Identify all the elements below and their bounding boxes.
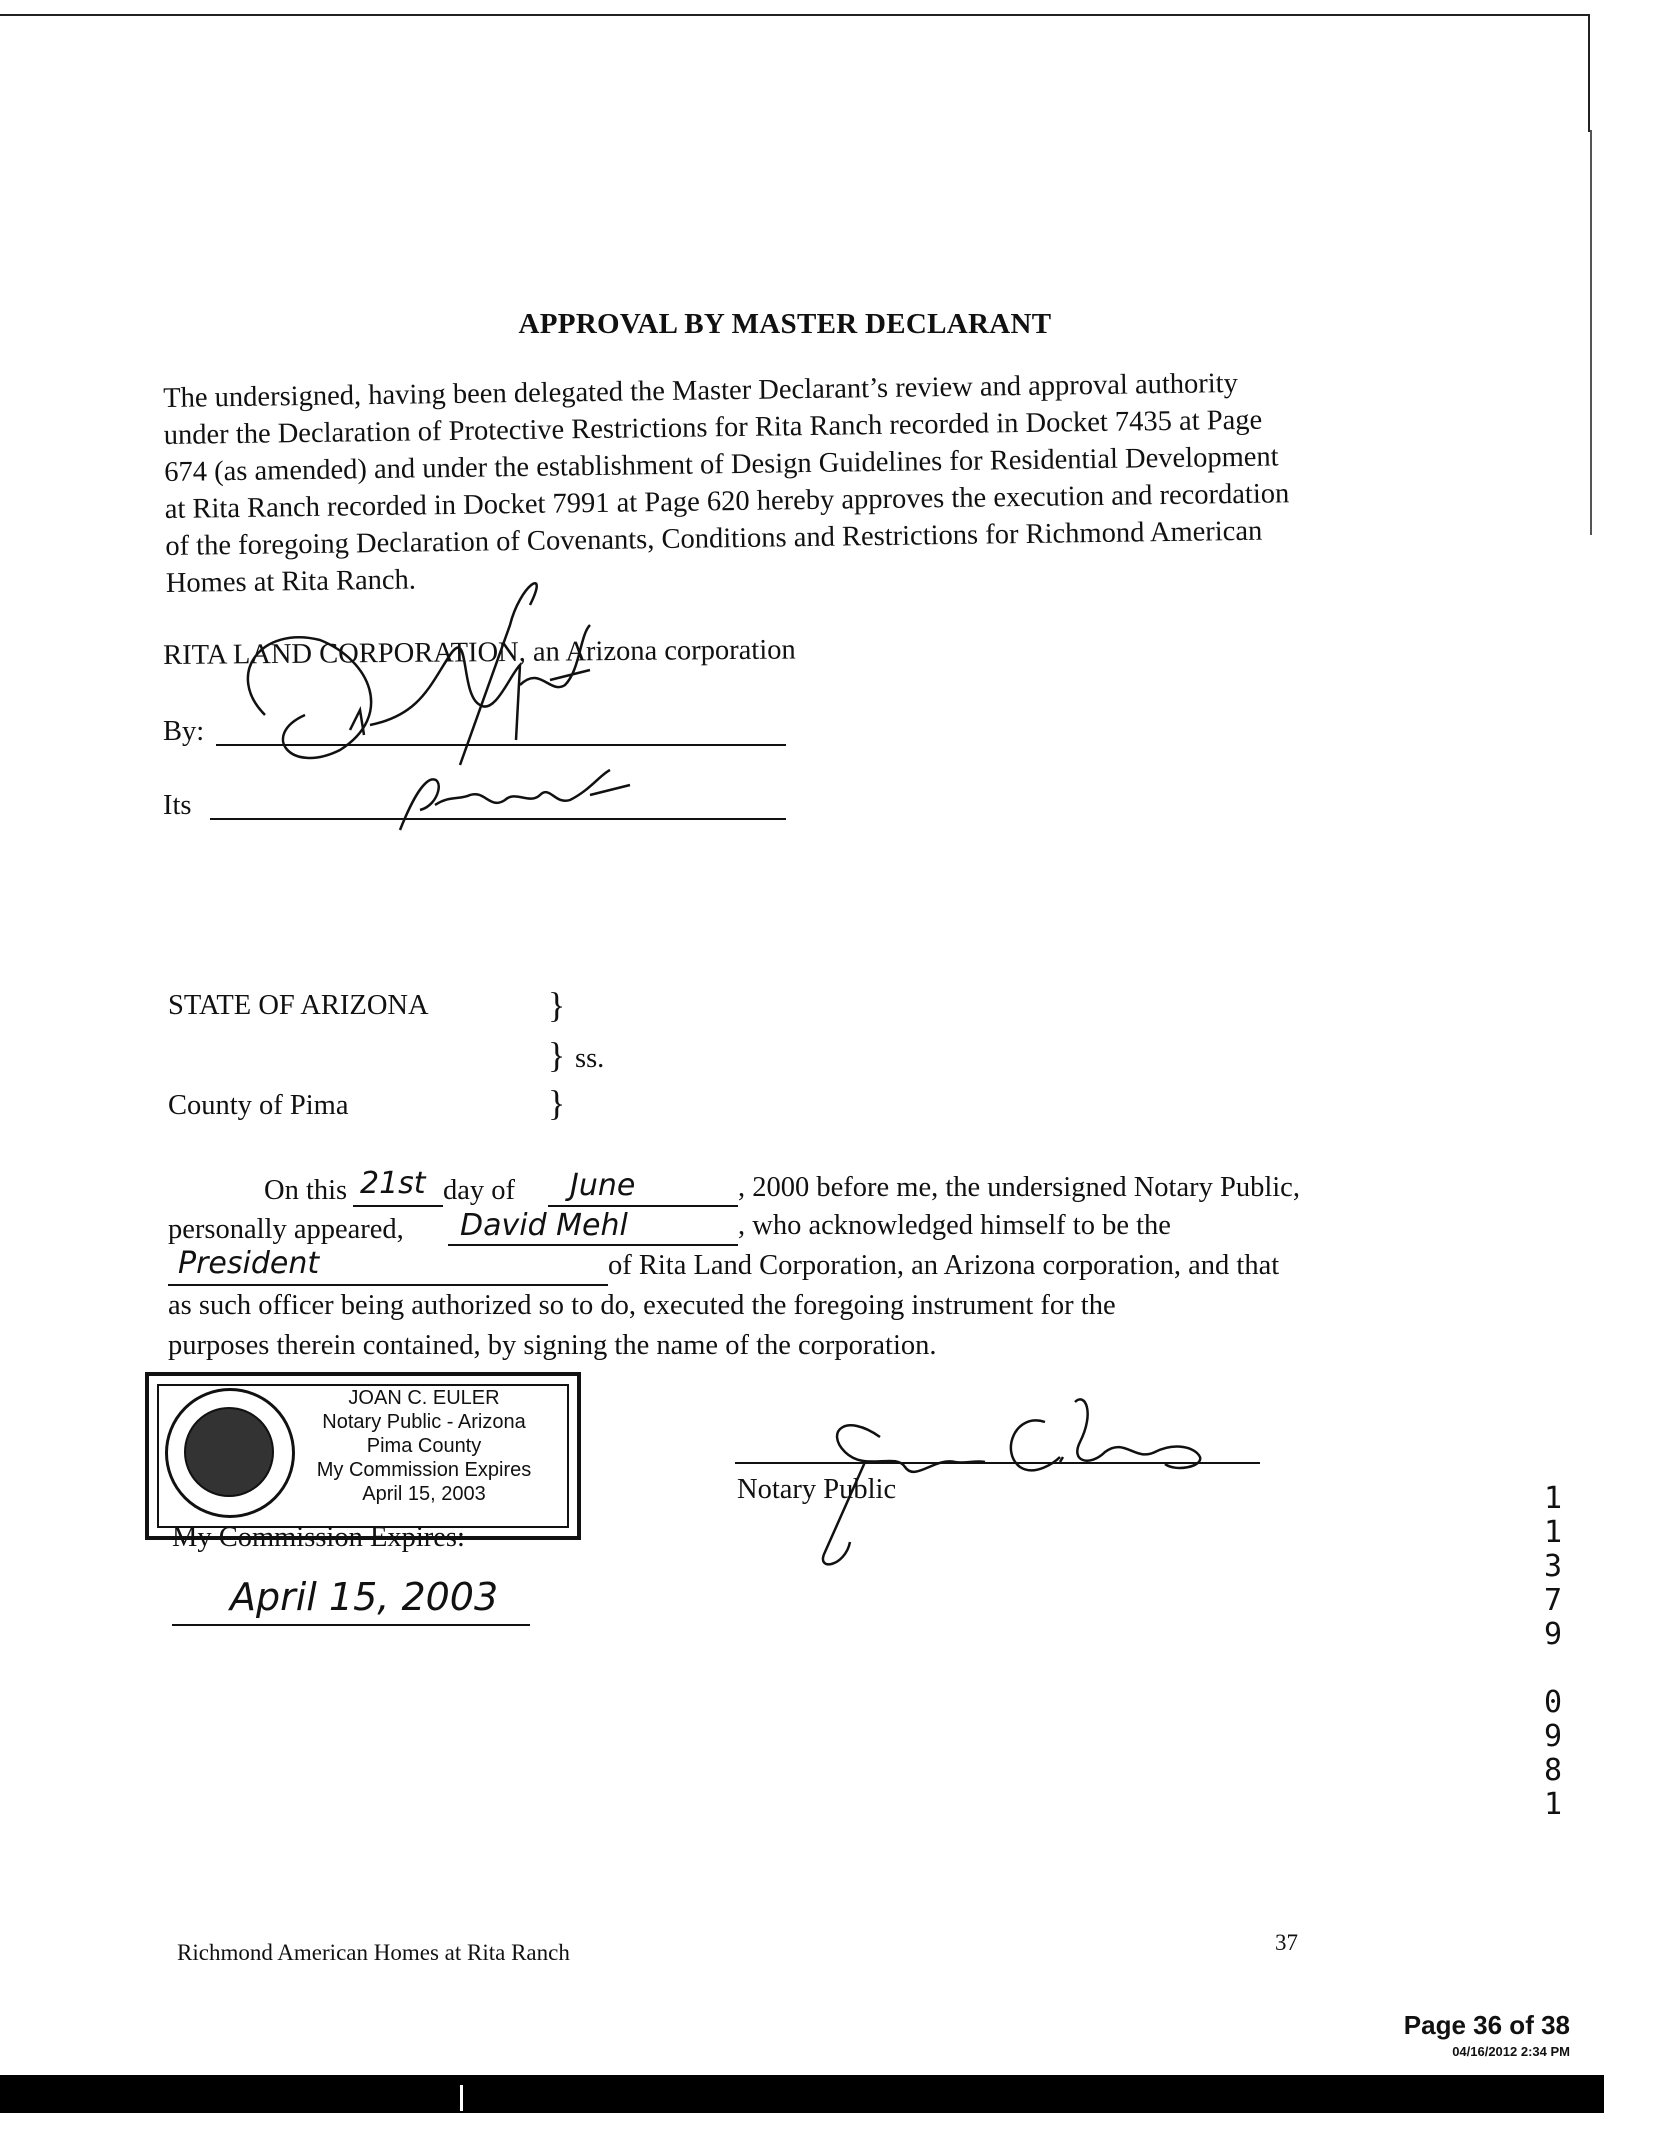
stamp-notary-title: Notary Public - Arizona [322,1411,526,1433]
notary-public-label: Notary Public [737,1474,897,1505]
brace: } [548,1035,566,1075]
footer-page-number: 37 [1275,1930,1298,1955]
recording-number [1538,1482,1568,1822]
of-corp-text: of Rita Land Corporation, an Arizona corporation, and that [608,1250,1280,1281]
commission-date-line [172,1624,530,1626]
paragraph-line: under the Declaration of Protective Restrictions for Rita Ranch recorded in Docket 7435 at Page [163,404,1263,451]
state-label: STATE OF ARIZONA [168,990,429,1021]
recording-digit: 9 [1543,1617,1563,1652]
stamp-text [299,1386,549,1506]
month-blank [548,1205,738,1207]
brace: } [548,1083,566,1123]
bottom-scan-bar [0,2075,1604,2113]
title-blank [168,1284,608,1286]
corporation-line: RITA LAND CORPORATION, an Arizona corporation [163,634,796,671]
paragraph-line: Homes at Rita Ranch. [165,564,417,599]
recording-digit: 9 [1543,1719,1563,1754]
acknowledged-text: , who acknowledged himself to be the [738,1210,1171,1241]
arizona-seal-icon [165,1388,295,1518]
page-edge-mark [1590,130,1592,535]
recording-digit: 1 [1543,1515,1563,1550]
stamp-county: Pima County [366,1435,482,1457]
recording-digit: 0 [1543,1685,1563,1720]
day-of-text: day of [443,1175,516,1206]
paragraph-line: at Rita Ranch recorded in Docket 7991 at Page 620 hereby approves the execution and recordation [164,478,1290,525]
name-blank [448,1244,738,1246]
stamp-expires-label: My Commission Expires [316,1459,532,1481]
month-handwritten: June [570,1168,636,1203]
name-handwritten: David Mehl [460,1208,628,1243]
personally-appeared-text: personally appeared, [168,1214,404,1245]
ss-label: ss. [575,1043,605,1074]
recording-digit [1538,1652,1568,1686]
president-handwriting [390,765,660,835]
title-handwritten: President [178,1246,320,1281]
paragraph-line: 674 (as amended) and under the establishment of Design Guidelines for Residential Development [164,441,1279,488]
year-text: , 2000 before me, the undersigned Notary Public, [738,1172,1300,1203]
stamp-expires-date: April 15, 2003 [362,1483,486,1505]
its-label: Its [163,790,192,821]
day-handwritten: 21st [360,1166,426,1201]
recording-digit: 8 [1543,1753,1563,1788]
county-label: County of Pima [168,1090,349,1121]
purposes-text: purposes therein contained, by signing the name of the corporation. [168,1330,937,1361]
brace: } [548,985,566,1025]
paragraph-line: The undersigned, having been delegated the Master Declarant’s review and approval authority [163,367,1239,414]
recording-digit: 7 [1543,1583,1563,1618]
day-blank [353,1205,443,1207]
on-this-text: On this [264,1175,348,1206]
paragraph-line: of the foregoing Declaration of Covenants, Conditions and Restrictions for Richmond American [165,515,1263,562]
stamp-notary-name: JOAN C. EULER [348,1387,500,1409]
recording-digit: 1 [1543,1481,1563,1516]
document-title: APPROVAL BY MASTER DECLARANT [518,308,1052,340]
notary-stamp [145,1372,581,1540]
page-border-top [0,14,1588,16]
page-border-right [1588,14,1590,132]
bottom-bar-mark [460,2085,463,2111]
commission-date-handwritten: April 15, 2003 [230,1575,499,1619]
footer-title: Richmond American Homes at Rita Ranch [177,1940,570,1965]
recording-digit: 1 [1543,1787,1563,1822]
authorized-text: as such officer being authorized so to do, executed the foregoing instrument for the [168,1290,1116,1321]
my-commission-label: My Commission Expires: [172,1522,465,1553]
by-label: By: [163,716,205,747]
page-indicator: Page 36 of 38 [1403,2010,1570,2040]
recording-digit: 3 [1543,1549,1563,1584]
page-timestamp: 04/16/2012 2:34 PM [1452,2044,1570,2059]
